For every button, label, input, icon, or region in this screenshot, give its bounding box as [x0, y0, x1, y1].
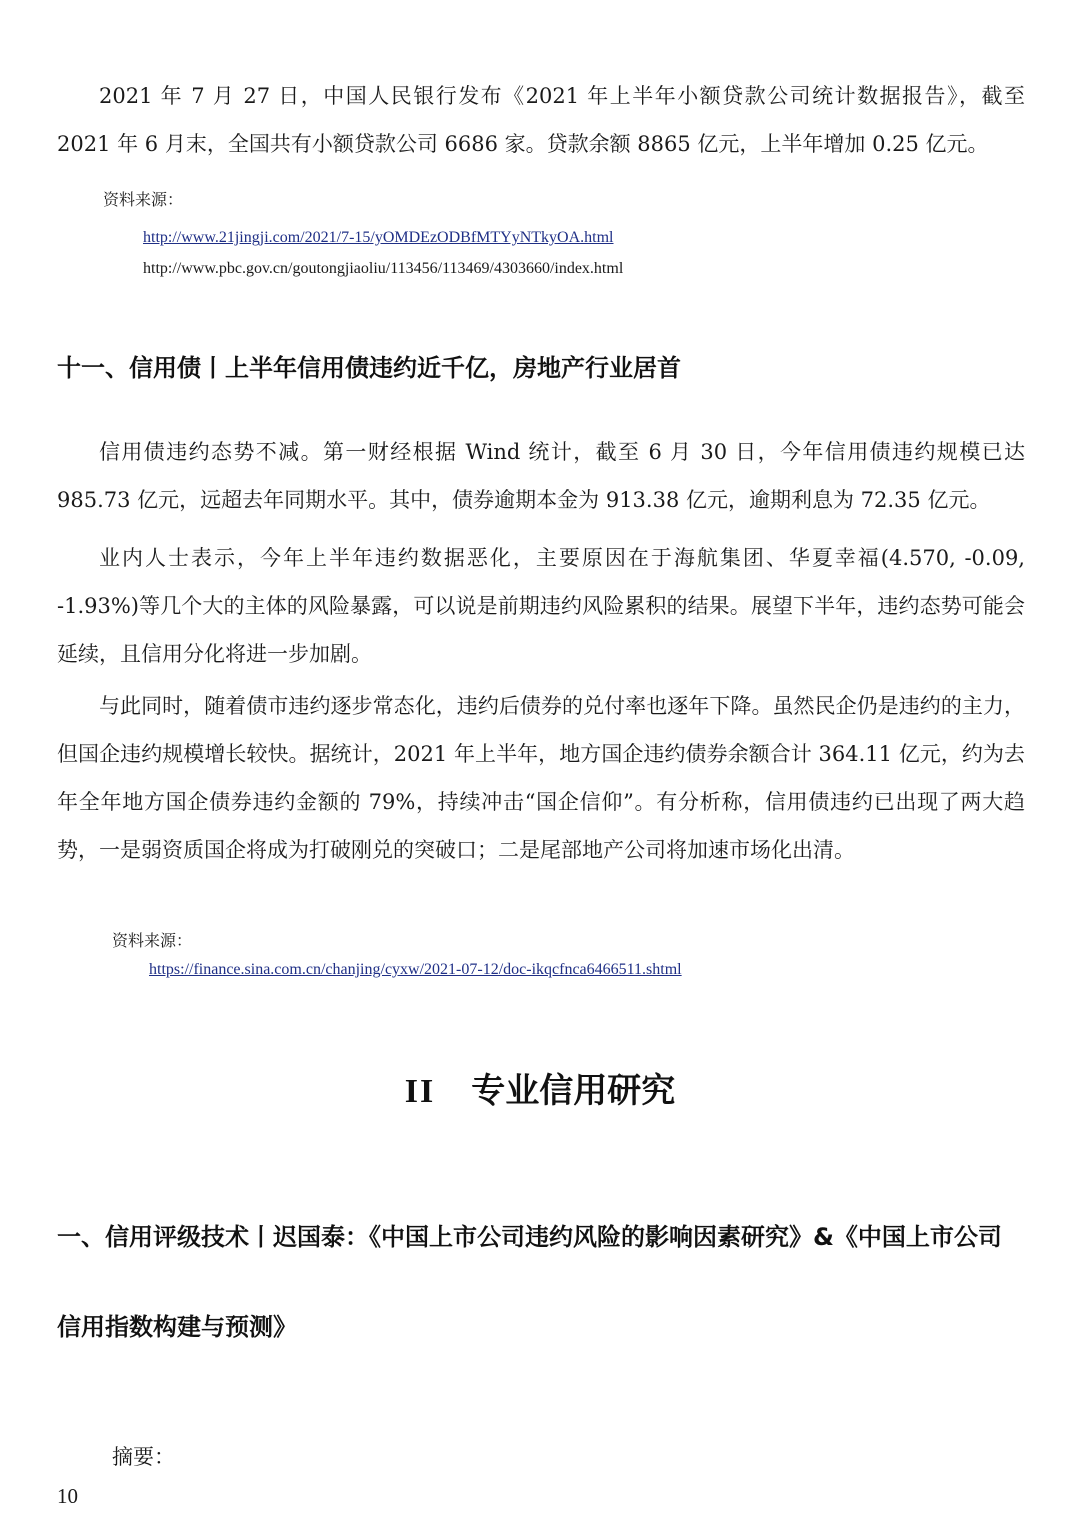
part-title	[0, 1066, 1080, 1117]
section-heading: 十一、信用债丨上半年信用债违约近千亿，房地产行业居首	[57, 354, 681, 382]
page-number: 10	[57, 1484, 78, 1508]
part-title-text: 专业信用研究	[471, 1071, 676, 1111]
source-label: 资料来源：	[103, 190, 184, 209]
section-paragraph: 与此同时，随着债市违约逐步常态化，违约后债券的兑付率也逐年下降。虽然民企仍是违约的主力，但国企违约规模增长较快。据统计，2021 年上半年，地方国企违约债券余额合计 364.11 亿元，约为去年全年地方国企债券违约金额的 79%，持续冲击“国企信仰”。有分析称，信用债违约已出现了两大趋势，一是弱资质国企将成为打破刚兑的突破口；二是尾部地产公司将加速市场化出清。	[57, 694, 1025, 862]
intro-paragraph: 2021 年 7 月 27 日，中国人民银行发布《2021 年上半年小额贷款公司统计数据报告》，截至 2021 年 6 月末，全国共有小额贷款公司 6686 家。贷款余额 8865 亿元，上半年增加 0.25 亿元。	[57, 84, 1025, 156]
part-number: II	[404, 1073, 436, 1110]
abstract-label: 摘要：	[112, 1445, 175, 1469]
source-url-text: http://www.pbc.gov.cn/goutongjiaoliu/113456/113469/4303660/index.html	[143, 260, 624, 277]
source-link[interactable]: http://www.21jingji.com/2021/7-15/yOMDEzODBfMTYyNTkyOA.html	[143, 229, 614, 246]
section-paragraph: 信用债违约态势不减。第一财经根据 Wind 统计，截至 6 月 30 日，今年信用债违约规模已达 985.73 亿元，远超去年同期水平。其中，债券逾期本金为 913.38 亿元，逾期利息为 72.35 亿元。	[57, 440, 1025, 512]
source-label: 资料来源：	[112, 931, 193, 950]
section-heading: 一、信用评级技术丨迟国泰：《中国上市公司违约风险的影响因素研究》&《中国上市公司信用指数构建与预测》	[57, 1223, 1002, 1341]
section-paragraph: 业内人士表示，今年上半年违约数据恶化，主要原因在于海航集团、华夏幸福(4.570, -0.09, -1.93%)等几个大的主体的风险暴露，可以说是前期违约风险累积的结果。展望下半年，违约态势可能会延续，且信用分化将进一步加剧。	[57, 546, 1025, 666]
source-link[interactable]: https://finance.sina.com.cn/chanjing/cyxw/2021-07-12/doc-ikqcfnca6466511.shtml	[149, 961, 682, 978]
